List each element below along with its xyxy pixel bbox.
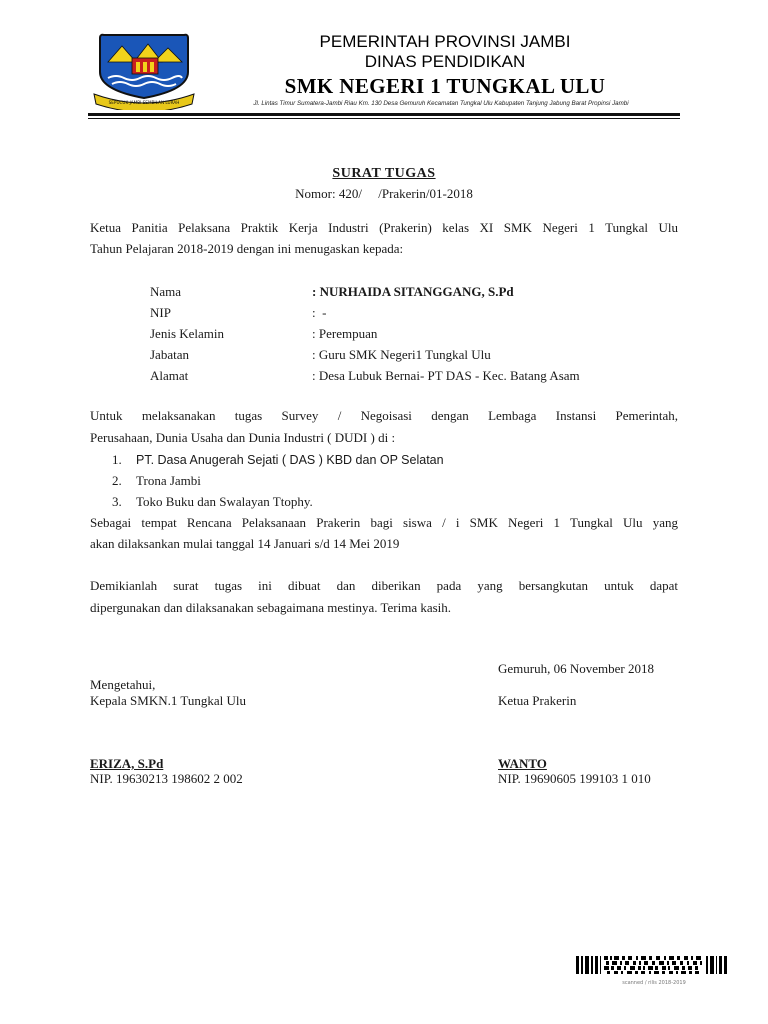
field-label: Nama — [150, 284, 182, 299]
left-signer-name: ERIZA, S.Pd — [90, 756, 164, 771]
place-date: Gemuruh, 06 November 2018 — [498, 661, 654, 676]
list-number: 1. — [112, 452, 122, 467]
barcode-caption: scanned / rilis 2018-2019 — [622, 980, 686, 986]
svg-text:SEPUCUK JAMBI SEMBILAN LURAH: SEPUCUK JAMBI SEMBILAN LURAH — [108, 100, 180, 105]
intro-line-1: Ketua Panitia Pelaksana Praktik Kerja Industri (Prakerin) kelas XI SMK Negeri 1 Tungkal Ulu — [90, 220, 678, 235]
field-value: : Desa Lubuk Bernai- PT DAS - Kec. Batang Asam — [312, 368, 580, 383]
document-number: Nomor: 420/ /Prakerin/01-2018 — [295, 186, 473, 201]
field-value: : - — [312, 305, 327, 320]
list-item — [112, 491, 444, 512]
closing-line-2: dipergunakan dan dilaksanakan sebagaimana mestinya. Terima kasih. — [90, 600, 452, 615]
field-row-position — [150, 344, 690, 365]
document-barcode — [576, 954, 728, 976]
list-number: 2. — [112, 473, 122, 488]
field-label: NIP — [150, 305, 171, 320]
field-label: Jenis Kelamin — [150, 326, 225, 341]
letterhead-government: PEMERINTAH PROVINSI JAMBI — [319, 32, 571, 51]
field-value: : Perempuan — [312, 326, 378, 341]
intro-line-2: Tahun Pelajaran 2018-2019 dengan ini menugaskan kepada: — [90, 241, 404, 256]
field-row-address — [150, 365, 690, 386]
left-signer-nip: NIP. 19630213 198602 2 002 — [90, 771, 243, 786]
list-text: Toko Buku dan Swalayan Ttophy. — [136, 494, 313, 509]
closing-line-1: Demikianlah surat tugas ini dibuat dan diberikan pada yang bersangkutan untuk dapat — [90, 578, 678, 593]
letterhead-department: DINAS PENDIDIKAN — [364, 52, 526, 71]
letterhead-address: Jl. Lintas Timur Sumatera-Jambi Riau Km. 130 Desa Gemuruh Kecamatan Tungkal Ulu Kabupaten Tanjung Jabung Barat Propinsi Jambi — [253, 100, 629, 107]
field-row-nip — [150, 302, 690, 323]
letterhead-school-name: SMK NEGERI 1 TUNGKAL ULU — [284, 74, 606, 98]
list-number: 3. — [112, 494, 122, 509]
list-text: PT. Dasa Anugerah Sejati ( DAS ) KBD dan OP Selatan — [136, 453, 444, 467]
assignee-details — [150, 281, 690, 386]
right-signer-role: Ketua Prakerin — [498, 693, 577, 708]
list-text: Trona Jambi — [136, 473, 201, 488]
document-title: SURAT TUGAS — [332, 166, 436, 181]
field-value: : NURHAIDA SITANGGANG, S.Pd — [312, 284, 514, 299]
letterhead-divider-thick — [88, 113, 680, 116]
list-item — [112, 470, 444, 491]
list-item — [112, 449, 444, 470]
field-row-name — [150, 281, 690, 302]
right-signer-nip: NIP. 19690605 199103 1 010 — [498, 771, 651, 786]
schedule-line-1: Sebagai tempat Rencana Pelaksanaan Prakerin bagi siswa / i SMK Negeri 1 Tungkal Ulu yang — [90, 515, 678, 530]
field-label: Jabatan — [150, 347, 189, 362]
left-signer-role: Kepala SMKN.1 Tungkal Ulu — [90, 693, 247, 708]
acknowledged-label: Mengetahui, — [90, 677, 156, 692]
purpose-line-2: Perusahaan, Dunia Usaha dan Dunia Industri ( DUDI ) di : — [90, 430, 396, 445]
purpose-line-1: Untuk melaksanakan tugas Survey / Negoisasi dengan Lembaga Instansi Pemerintah, — [90, 408, 678, 423]
destination-list — [112, 449, 444, 512]
field-value: : Guru SMK Negeri1 Tungkal Ulu — [312, 347, 491, 362]
field-row-gender — [150, 323, 690, 344]
schedule-line-2: akan dilaksankan mulai tanggal 14 Januari s/d 14 Mei 2019 — [90, 536, 400, 551]
field-label: Alamat — [150, 368, 189, 383]
right-signer-name: WANTO — [498, 756, 547, 771]
letterhead-divider-thin — [88, 118, 680, 119]
provincial-emblem-logo — [92, 32, 196, 110]
